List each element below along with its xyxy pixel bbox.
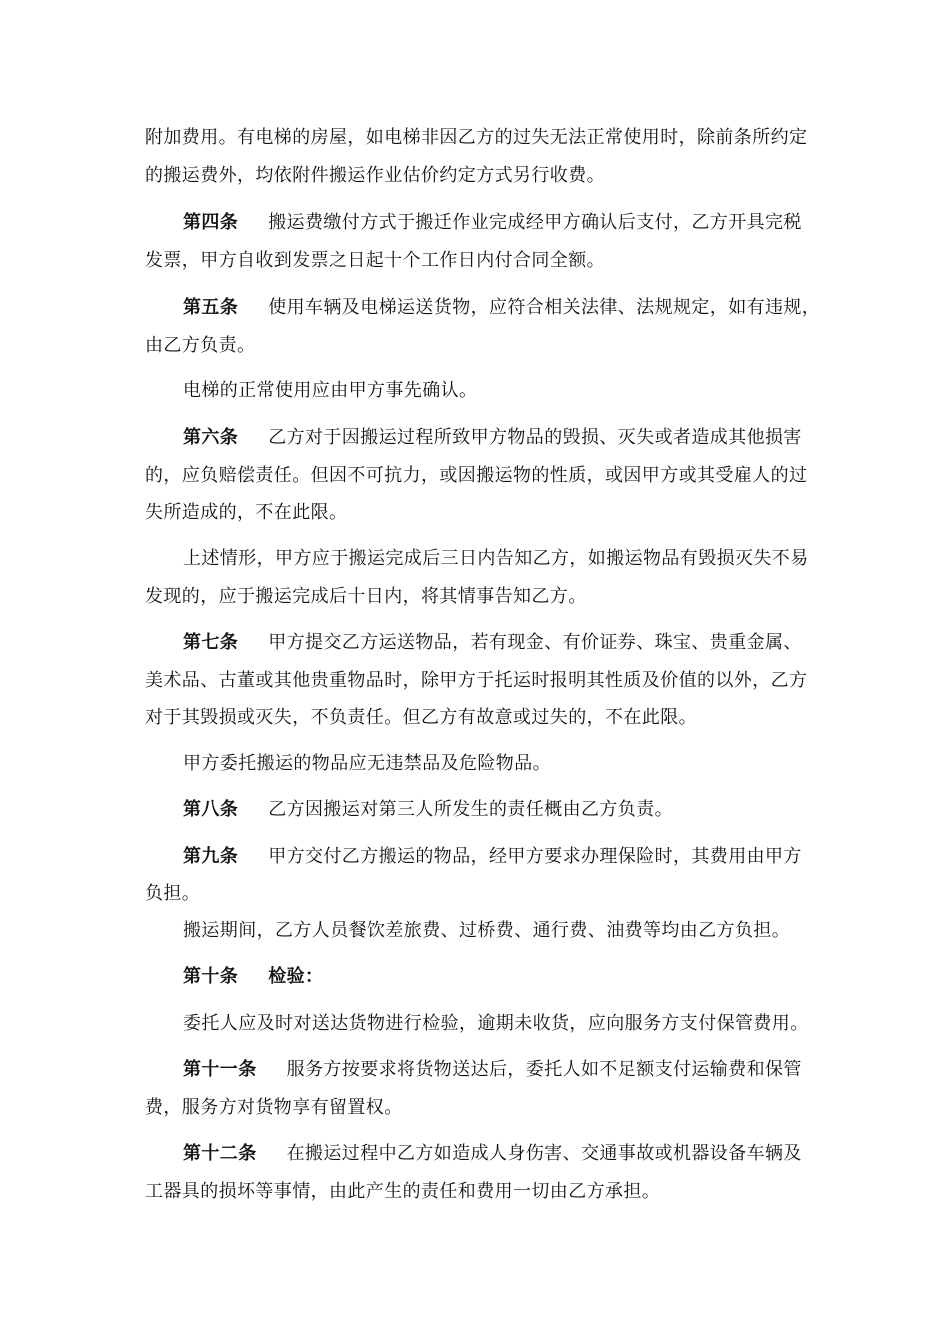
text-line: 甲方委托搬运的物品应无违禁品及危险物品。 [183, 753, 551, 774]
article-text: 使用车辆及电梯运送货物，应符合相关法律、法规规定，如有违规， [268, 297, 821, 318]
text-line: 费，服务方对货物享有留置权。 [145, 1097, 403, 1118]
text-line: 对于其毁损或灭失，不负责任。但乙方有故意或过失的，不在此限。 [145, 707, 697, 728]
article-text: 搬运费缴付方式于搬迁作业完成经甲方确认后支付，乙方开具完税 [268, 212, 802, 233]
text-line: 工器具的损坏等事情，由此产生的责任和费用一切由乙方承担。 [145, 1181, 661, 1202]
article-7 [183, 631, 802, 655]
article-text: 乙方对于因搬运过程所致甲方物品的毁损、灭失或者造成其他损害 [268, 427, 802, 448]
article-text: 在搬运过程中乙方如造成人身伤害、交通事故或机器设备车辆及 [286, 1143, 802, 1164]
article-heading: 第五条 [183, 297, 239, 318]
text-line: 发现的，应于搬运完成后十日内，将其情事告知乙方。 [145, 586, 587, 607]
article-11 [183, 1058, 802, 1082]
article-text: 服务方按要求将货物送达后，委托人如不足额支付运输费和保管 [286, 1059, 802, 1080]
article-12 [183, 1142, 802, 1166]
text-line: 发票，甲方自收到发票之日起十个工作日内付合同全额。 [145, 250, 605, 271]
article-8 [183, 798, 673, 822]
text-line: 失所造成的，不在此限。 [145, 502, 348, 523]
article-10 [183, 965, 353, 989]
text-line: 的，应负赔偿责任。但因不可抗力，或因搬运物的性质，或因甲方或其受雇人的过 [145, 465, 808, 486]
article-heading: 第八条 [183, 799, 239, 820]
article-text: 甲方交付乙方搬运的物品，经甲方要求办理保险时，其费用由甲方 [268, 846, 802, 867]
article-heading: 第十一条 [183, 1059, 257, 1080]
article-text: 甲方提交乙方运送物品，若有现金、有价证券、珠宝、贵重金属、 [268, 632, 802, 653]
article-heading: 第四条 [183, 212, 239, 233]
text-line: 电梯的正常使用应由甲方事先确认。 [183, 380, 478, 401]
article-6 [183, 426, 802, 450]
text-line: 美术品、古董或其他贵重物品时，除甲方于托运时报明其性质及价值的以外，乙方 [145, 670, 808, 691]
text-line: 上述情形，甲方应于搬运完成后三日内告知乙方，如搬运物品有毁损灭失不易 [183, 548, 809, 569]
text-line: 附加费用。有电梯的房屋，如电梯非因乙方的过失无法正常使用时，除前条所约定 [145, 127, 808, 148]
article-heading: 第九条 [183, 846, 239, 867]
text-line: 负担。 [145, 883, 201, 904]
text-line: 搬运期间，乙方人员餐饮差旅费、过桥费、通行费、油费等均由乙方负担。 [183, 920, 791, 941]
article-heading: 第十条 [183, 966, 239, 987]
article-heading: 第六条 [183, 427, 239, 448]
text-line: 由乙方负责。 [145, 335, 256, 356]
text-line: 委托人应及时对送达货物进行检验，逾期未收货，应向服务方支付保管费用。 [183, 1013, 809, 1034]
text-line: 的搬运费外，均依附件搬运作业估价约定方式另行收费。 [145, 165, 605, 186]
article-5 [183, 296, 820, 320]
article-4 [183, 211, 802, 235]
article-text: 乙方因搬运对第三人所发生的责任概由乙方负责。 [268, 799, 674, 820]
article-heading: 第七条 [183, 632, 239, 653]
article-title: 检验： [268, 966, 324, 987]
article-9 [183, 845, 802, 869]
article-heading: 第十二条 [183, 1143, 257, 1164]
